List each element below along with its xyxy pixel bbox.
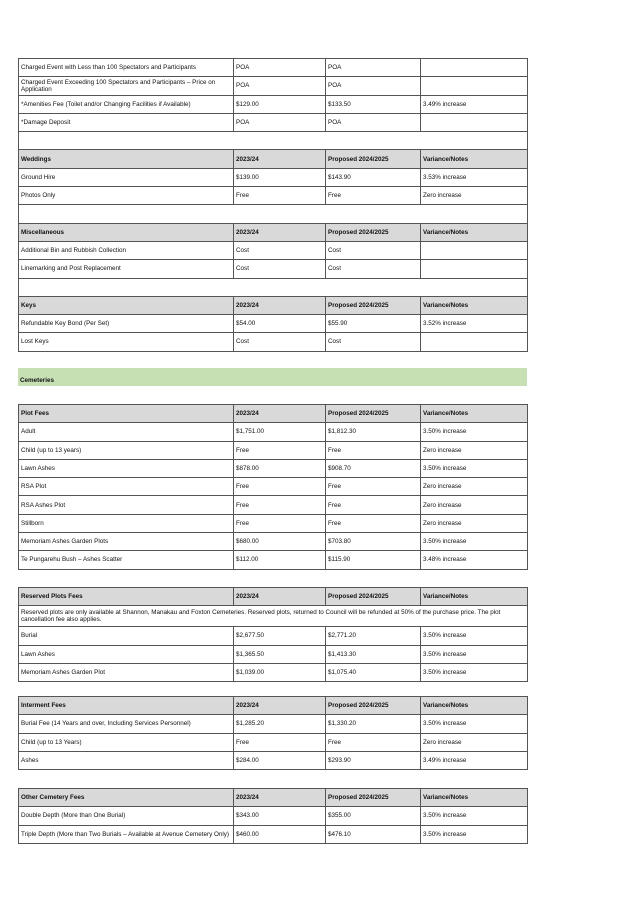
cell-description: Triple Depth (More than Two Burials – Available at Avenue Cemetery Only) xyxy=(19,825,234,843)
cell-variance: 3.50% increase xyxy=(421,663,528,681)
cell-description: Burial xyxy=(19,627,234,645)
cell-2023: $1,285.20 xyxy=(234,715,326,733)
cell-2023: POA xyxy=(234,113,326,131)
spacer-row xyxy=(19,278,528,296)
cell-variance: Zero increase xyxy=(421,496,528,514)
cell-variance xyxy=(421,77,528,95)
table-row xyxy=(19,663,528,681)
cell-2023: $284.00 xyxy=(234,751,326,769)
table-row xyxy=(19,168,528,186)
weddings-header-row xyxy=(19,150,528,168)
cell-variance xyxy=(421,333,528,351)
header-cell: Proposed 2024/2025 xyxy=(326,697,421,715)
cell-variance: 3.53% increase xyxy=(421,168,528,186)
header-cell: Proposed 2024/2025 xyxy=(326,588,421,606)
cell-2023: Free xyxy=(234,187,326,205)
cell-description: Charged Event with Less than 100 Spectators and Participants xyxy=(19,59,234,77)
cell-description: Double Depth (More than One Burial) xyxy=(19,807,234,825)
spacer-row xyxy=(19,205,528,223)
cell-2024: Cost xyxy=(326,333,421,351)
interment-header-row xyxy=(19,697,528,715)
cell-description: Ground Hire xyxy=(19,168,234,186)
cell-2024: $1,075.40 xyxy=(326,663,421,681)
spacer-cell xyxy=(19,205,528,223)
cell-2023: POA xyxy=(234,59,326,77)
cell-2024: Free xyxy=(326,514,421,532)
cell-2024: $1,812.30 xyxy=(326,423,421,441)
misc-header-row xyxy=(19,223,528,241)
cell-description: Additional Bin and Rubbish Collection xyxy=(19,241,234,259)
cell-2024: Free xyxy=(326,496,421,514)
table-row xyxy=(19,733,528,751)
cell-2024: $115.90 xyxy=(326,551,421,569)
cell-2024: $703.80 xyxy=(326,533,421,551)
table-row xyxy=(19,496,528,514)
cell-2024: Free xyxy=(326,733,421,751)
header-cell: Other Cemetery Fees xyxy=(19,789,234,807)
table-row xyxy=(19,807,528,825)
header-cell: Proposed 2024/2025 xyxy=(326,223,421,241)
cell-2023: Free xyxy=(234,733,326,751)
table-row xyxy=(19,645,528,663)
cell-2024: POA xyxy=(326,113,421,131)
cell-2024: $2,771.20 xyxy=(326,627,421,645)
reserved-note: Reserved plots are only available at Shannon, Manakau and Foxton Cemeteries. Reserved plots, returned to Council will be refunded at 50% of the purchase price. The plot cancellation fee also applies. xyxy=(19,606,528,627)
cell-description: Memoriam Ashes Garden Plot xyxy=(19,663,234,681)
table-row xyxy=(19,441,528,459)
cemeteries-section-banner: Cemeteries xyxy=(18,368,527,386)
header-cell: Proposed 2024/2025 xyxy=(326,296,421,314)
cell-2024: $1,413.30 xyxy=(326,645,421,663)
cell-2023: Free xyxy=(234,514,326,532)
table-row xyxy=(19,187,528,205)
cell-2024: Free xyxy=(326,187,421,205)
cell-2023: $1,039.00 xyxy=(234,663,326,681)
cell-2023: $54.00 xyxy=(234,315,326,333)
header-cell: Variance/Notes xyxy=(421,223,528,241)
cell-2023: Free xyxy=(234,441,326,459)
table-row xyxy=(19,533,528,551)
cell-description: Lawn Ashes xyxy=(19,645,234,663)
spacer-cell xyxy=(19,278,528,296)
cell-variance xyxy=(421,260,528,278)
table-row xyxy=(19,333,528,351)
header-cell: Keys xyxy=(19,296,234,314)
header-cell: Miscellaneous xyxy=(19,223,234,241)
header-cell: Variance/Notes xyxy=(421,697,528,715)
table-row xyxy=(19,315,528,333)
plot-fees-header-row xyxy=(19,405,528,423)
cell-2023: POA xyxy=(234,77,326,95)
cell-description: Linemarking and Post Replacement xyxy=(19,260,234,278)
cell-variance: 3.50% increase xyxy=(421,645,528,663)
cell-2024: $143.90 xyxy=(326,168,421,186)
table-row xyxy=(19,260,528,278)
cell-variance: Zero increase xyxy=(421,478,528,496)
cell-description: Photos Only xyxy=(19,187,234,205)
header-cell: Variance/Notes xyxy=(421,588,528,606)
cell-2024: $55.90 xyxy=(326,315,421,333)
cell-2024: $1,330.20 xyxy=(326,715,421,733)
cell-2024: $133.50 xyxy=(326,95,421,113)
cell-variance: 3.49% increase xyxy=(421,751,528,769)
table-row xyxy=(19,241,528,259)
cell-2023: $1,365.50 xyxy=(234,645,326,663)
cell-description: Stillborn xyxy=(19,514,234,532)
cell-description: Charged Event Exceeding 100 Spectators and Participants – Price on Application xyxy=(19,77,234,95)
header-cell: Proposed 2024/2025 xyxy=(326,405,421,423)
interment-fees-table xyxy=(18,696,528,770)
cell-2024: POA xyxy=(326,59,421,77)
cell-2023: $680.00 xyxy=(234,533,326,551)
reserved-header-row xyxy=(19,588,528,606)
table-row xyxy=(19,95,528,113)
cell-description: Child (up to 13 Years) xyxy=(19,733,234,751)
cell-2024: Cost xyxy=(326,260,421,278)
cell-2024: $355.00 xyxy=(326,807,421,825)
cell-variance: 3.48% increase xyxy=(421,551,528,569)
cell-2023: $112.00 xyxy=(234,551,326,569)
cell-2024: Cost xyxy=(326,241,421,259)
cell-variance xyxy=(421,241,528,259)
reserved-plots-table xyxy=(18,587,528,682)
cell-variance: Zero increase xyxy=(421,441,528,459)
header-cell: Variance/Notes xyxy=(421,405,528,423)
plot-fees-table xyxy=(18,404,528,570)
table-row xyxy=(19,113,528,131)
header-cell: 2023/24 xyxy=(234,697,326,715)
cell-variance: 3.52% increase xyxy=(421,315,528,333)
spacer-cell xyxy=(19,132,528,150)
cell-2024: $908.70 xyxy=(326,459,421,477)
cell-variance: 3.50% increase xyxy=(421,825,528,843)
cell-2023: Cost xyxy=(234,333,326,351)
other-fees-header-row xyxy=(19,789,528,807)
header-cell: 2023/24 xyxy=(234,296,326,314)
cell-2023: Cost xyxy=(234,260,326,278)
cell-description: RSA Ashes Plot xyxy=(19,496,234,514)
cell-2023: $343.00 xyxy=(234,807,326,825)
cell-2023: $460.00 xyxy=(234,825,326,843)
cell-2023: Free xyxy=(234,496,326,514)
cell-description: *Amenities Fee (Toilet and/or Changing Facilities if Available) xyxy=(19,95,234,113)
table-row xyxy=(19,715,528,733)
cell-description: Lost Keys xyxy=(19,333,234,351)
cell-2024: Free xyxy=(326,478,421,496)
table-row xyxy=(19,514,528,532)
header-cell: 2023/24 xyxy=(234,150,326,168)
cell-variance: 3.50% increase xyxy=(421,423,528,441)
cell-2023: Free xyxy=(234,478,326,496)
header-cell: Reserved Plots Fees xyxy=(19,588,234,606)
table-row xyxy=(19,825,528,843)
cell-variance: Zero increase xyxy=(421,733,528,751)
table-row xyxy=(19,423,528,441)
header-cell: 2023/24 xyxy=(234,223,326,241)
header-cell: Weddings xyxy=(19,150,234,168)
cell-description: Refundable Key Bond (Per Set) xyxy=(19,315,234,333)
cell-2024: $476.10 xyxy=(326,825,421,843)
header-cell: Proposed 2024/2025 xyxy=(326,789,421,807)
cell-variance xyxy=(421,59,528,77)
table-row xyxy=(19,59,528,77)
header-cell: 2023/24 xyxy=(234,405,326,423)
cell-variance: Zero increase xyxy=(421,514,528,532)
cell-2024: Free xyxy=(326,441,421,459)
cell-2024: POA xyxy=(326,77,421,95)
reserve-fees-table xyxy=(18,58,528,352)
cell-description: Te Pungarehu Bush – Ashes Scatter xyxy=(19,551,234,569)
cell-variance: 3.50% increase xyxy=(421,459,528,477)
cell-variance: 3.50% increase xyxy=(421,627,528,645)
cell-description: Child (up to 13 years) xyxy=(19,441,234,459)
table-row xyxy=(19,459,528,477)
header-cell: Variance/Notes xyxy=(421,789,528,807)
header-cell: 2023/24 xyxy=(234,789,326,807)
header-cell: Proposed 2024/2025 xyxy=(326,150,421,168)
spacer-row xyxy=(19,132,528,150)
table-row xyxy=(19,627,528,645)
reserved-note-row xyxy=(19,606,528,627)
header-cell: Variance/Notes xyxy=(421,296,528,314)
cell-variance: Zero increase xyxy=(421,187,528,205)
cell-2023: $878.00 xyxy=(234,459,326,477)
cell-description: Ashes xyxy=(19,751,234,769)
cell-2024: $293.90 xyxy=(326,751,421,769)
cell-2023: $129.00 xyxy=(234,95,326,113)
cell-2023: $2,677.50 xyxy=(234,627,326,645)
cell-variance: 3.49% increase xyxy=(421,95,528,113)
cell-2023: Cost xyxy=(234,241,326,259)
table-row xyxy=(19,751,528,769)
cell-2023: $1,751.00 xyxy=(234,423,326,441)
cell-description: *Damage Deposit xyxy=(19,113,234,131)
table-row xyxy=(19,478,528,496)
keys-header-row xyxy=(19,296,528,314)
header-cell: Plot Fees xyxy=(19,405,234,423)
cell-variance: 3.50% increase xyxy=(421,533,528,551)
header-cell: Variance/Notes xyxy=(421,150,528,168)
cell-variance xyxy=(421,113,528,131)
cell-variance: 3.50% increase xyxy=(421,807,528,825)
other-cemetery-fees-table xyxy=(18,788,528,844)
cell-description: Memoriam Ashes Garden Plots xyxy=(19,533,234,551)
cell-description: Burial Fee (14 Years and over, Including Services Personnel) xyxy=(19,715,234,733)
header-cell: 2023/24 xyxy=(234,588,326,606)
cell-description: Adult xyxy=(19,423,234,441)
table-row xyxy=(19,77,528,95)
cell-2023: $139.00 xyxy=(234,168,326,186)
cell-variance: 3.50% increase xyxy=(421,715,528,733)
header-cell: Interment Fees xyxy=(19,697,234,715)
table-row xyxy=(19,551,528,569)
cell-description: RSA Plot xyxy=(19,478,234,496)
cell-description: Lawn Ashes xyxy=(19,459,234,477)
